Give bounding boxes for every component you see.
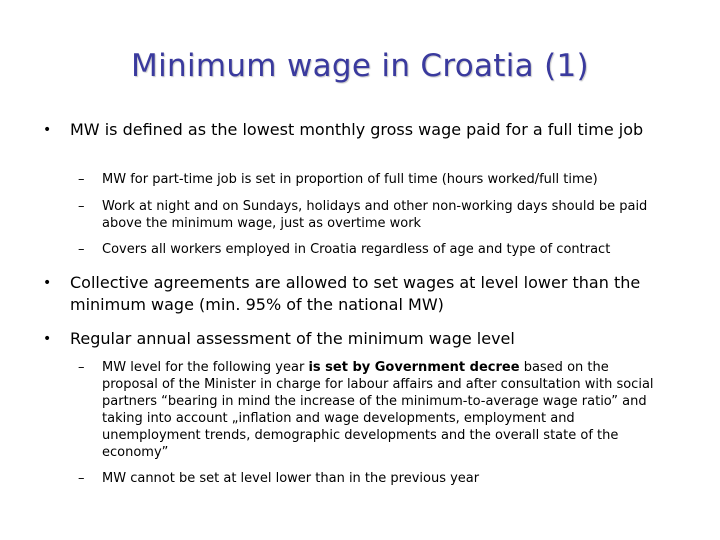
dash-icon: –	[78, 360, 85, 375]
dash-icon: –	[78, 172, 85, 187]
sub-bullet-item	[78, 241, 682, 258]
sub-bullet-item	[78, 359, 657, 461]
bullet-item	[43, 272, 655, 316]
sub-bullet-text: MW cannot be set at level lower than in the previous year	[102, 471, 480, 486]
bullet-icon: •	[43, 275, 52, 291]
bullet-item	[43, 119, 660, 141]
dash-icon: –	[78, 199, 85, 214]
sub-bullet-text: Work at night and on Sundays, holidays and other non-working days should be paid above the minimum wage, just as overtime work	[102, 199, 648, 231]
sub-bullet-text: Covers all workers employed in Croatia regardless of age and type of contract	[102, 242, 611, 257]
bullet-text: Collective agreements are allowed to set wages at level lower than the minimum wage (min. 95% of the national MW)	[70, 273, 641, 314]
bullet-text: MW is defined as the lowest monthly gross wage paid for a full time job	[70, 120, 644, 139]
dash-icon: –	[78, 242, 85, 257]
sub-bullet-text-bold: is set by Government decree	[308, 360, 520, 375]
bullet-icon: •	[43, 122, 52, 138]
dash-icon: –	[78, 471, 85, 486]
sub-bullet-item	[78, 171, 682, 188]
sub-bullet-text: MW for part-time job is set in proportion of full time (hours worked/full time)	[102, 172, 598, 187]
sub-bullet-text-before: MW level for the following year	[102, 360, 309, 375]
sub-bullet-item	[78, 198, 662, 232]
bullet-icon: •	[43, 331, 52, 347]
sub-bullet-text-after: based on the proposal of the Minister in charge for labour affairs and after consultation with social partners “bearing in mind the increase of the minimum-to-average wage ratio” and taking into account „inflation and wage developments, employment and unemployment trends, demographic developments and the overall state of the economy”	[102, 360, 654, 460]
bullet-text: Regular annual assessment of the minimum wage level	[70, 329, 515, 348]
slide-title: Minimum wage in Croatia (1)	[131, 48, 589, 84]
bullet-item	[43, 328, 660, 350]
sub-bullet-item	[78, 470, 662, 487]
